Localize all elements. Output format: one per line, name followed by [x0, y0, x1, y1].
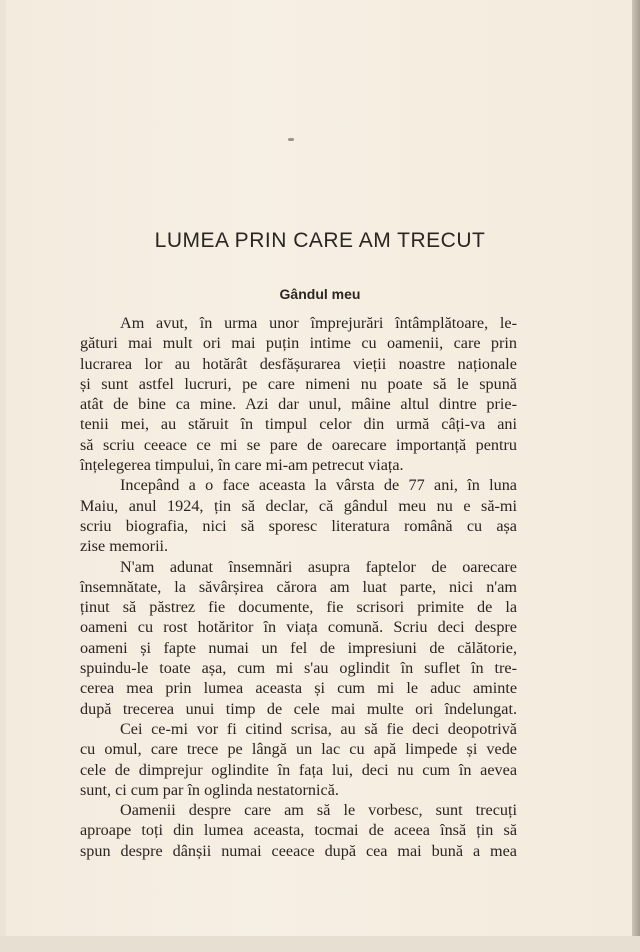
text-line: zise memorii. — [80, 537, 169, 556]
bottom-margin — [0, 936, 640, 952]
text-line: gături mai mult ori mai puțin intime cu oamenii, care prin — [80, 334, 517, 353]
text-line: cerea mea prin lumea aceasta și cum mi le aduc aminte — [80, 679, 517, 698]
text-line: să scriu ceeace ce mi se pare de oarecare importanță pentru — [80, 435, 517, 454]
text-line: Incepând a o face aceasta la vârsta de 77 ani, în luna — [120, 476, 517, 495]
page-edge — [632, 0, 640, 952]
text-line: însemnătate, la săvârșirea cărora am luat parte, nici n'am — [80, 577, 517, 596]
text-line: spun despre dânșii numai ceeace după cea mai bună a mea — [80, 841, 517, 860]
chapter-title: LUMEA PRIN CARE AM TRECUT — [154, 229, 486, 252]
text-line: Am avut, în urma unor împrejurări întâmplătoare, le- — [120, 314, 517, 332]
text-line: Maiu, anul 1924, țin să declar, că gândul meu nu e să-mi — [80, 496, 517, 515]
text-line: aproape toți din lumea aceasta, tocmai de aceea însă țin să — [80, 821, 517, 840]
text-line: scriu biografia, nici să sporesc literatura română cu așa — [80, 516, 517, 535]
text-line: lucrarea lor au hotărât desfășurarea vieții noastre naționale — [80, 354, 517, 373]
text-line: tenii mei, au stăruit în timpul celor din urmă câți-va ani — [80, 415, 517, 434]
text-line: înțelegerea timpului, în care mi-am petrecut viața. — [80, 456, 404, 475]
text-line: cu omul, care trece pe lângă un lac cu apă limpede și vede — [80, 740, 517, 759]
text-line: oameni cu rost hotăritor în viața comună. Scriu deci despre — [80, 618, 517, 637]
text-line: și sunt astfel lucruri, pe care nimeni nu poate să le spună — [80, 374, 517, 393]
text-line: sunt, ci cum par în oglinda nestatornică. — [80, 780, 339, 799]
text-line: Cei ce-mi vor fi citind scrisa, au să fie deci deopotrivă — [120, 719, 517, 738]
text-line: atât de bine ca mine. Azi dar unul, mâine altul dintre prie- — [80, 395, 517, 414]
section-title: Gândul meu — [279, 286, 361, 302]
text-line: spuindu-le toate așa, cum mi s'au oglindit în suflet în tre- — [80, 659, 517, 678]
body-text — [80, 313, 517, 861]
print-mark — [288, 138, 294, 141]
text-line: după trecerea unui timp de cele mai multe ori îndelungat. — [80, 699, 517, 718]
text-line: N'am adunat însemnări asupra faptelor de oarecare — [120, 557, 517, 576]
text-line: oameni și fapte numai un fel de impresiuni de călătorie, — [80, 638, 517, 657]
text-line: Oamenii despre care am să le vorbesc, sunt trecuți — [120, 801, 517, 820]
text-line: ținut să păstrez fie documente, fie scrisori primite de la — [80, 598, 517, 617]
text-line: cele de dimprejur oglindite în fața lui, deci nu cum în aevea — [80, 760, 517, 779]
